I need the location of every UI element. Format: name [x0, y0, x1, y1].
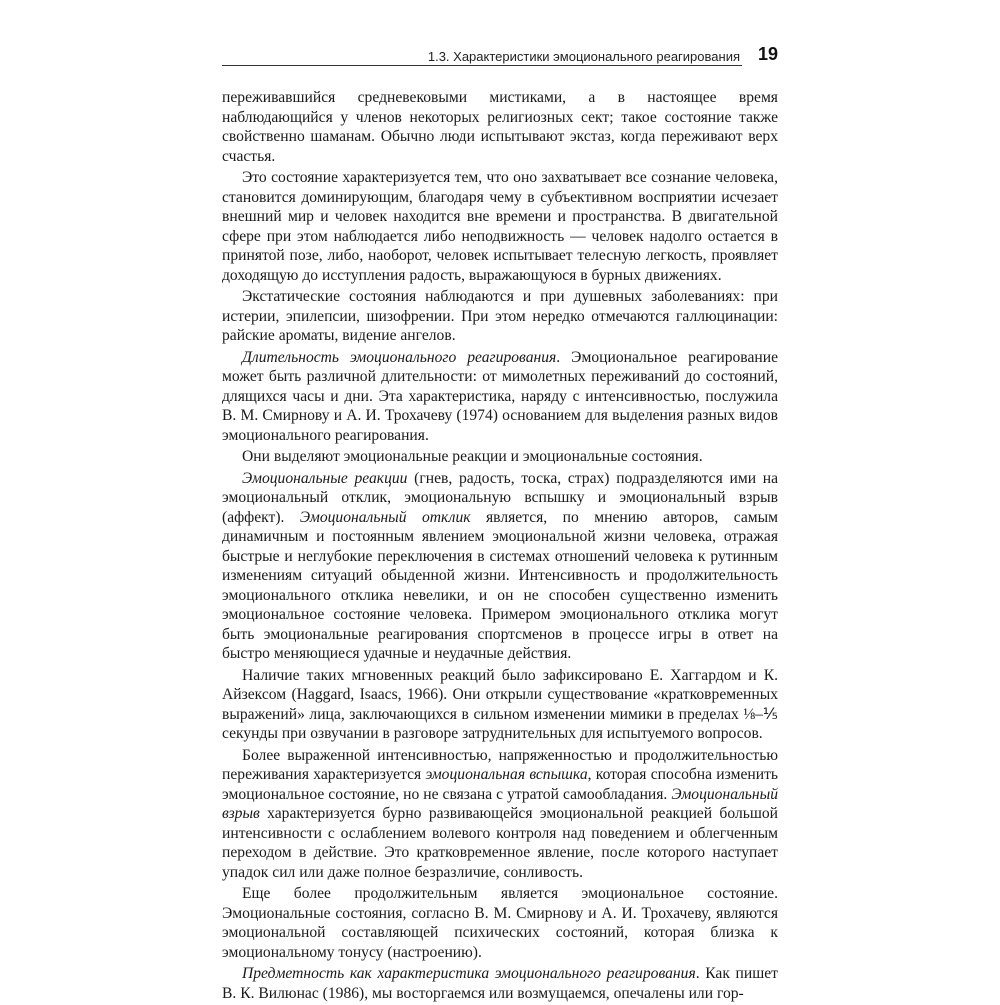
italic-term: Эмоциональный отклик [299, 508, 471, 526]
page-body [222, 88, 778, 1005]
paragraph: Более выраженной интенсивностью, напряженностью и продолжительностью переживания характеризуется эмоциональная вспышка, которая способна изменить эмоциональное состояние, но не связана с утратой самообладания. Эмоциональный взрыв характеризуется бурно развивающейся эмоциональной реакцией большой интенсивности с ослаблением волевого контроля над поведением и облегченным переходом в действие. Это кратковременное явление, после которого наступает упадок сил или даже полное безразличие, сонливость. [222, 746, 778, 881]
header-rule [222, 65, 742, 66]
italic-term: Предметность как характеристика эмоционального реагирования [242, 965, 696, 982]
page-number: 19 [757, 44, 778, 64]
paragraph: Еще более продолжительным является эмоциональное состояние. Эмоциональные состояния, согласно В. М. Смирнову и А. И. Трохачеву, являются эмоциональной составляющей психических состояний, которая близка к эмоциональному тонусу (настроению). [222, 885, 778, 961]
italic-term: эмоциональная вспышка [425, 766, 588, 783]
italic-term: Длительность эмоционального реагирования [242, 348, 557, 366]
paragraph: Они выделяют эмоциональные реакции и эмоциональные состояния. [242, 448, 703, 465]
italic-term: Эмоциональные реакции [242, 469, 408, 487]
paragraph: Предметность как характеристика эмоционального реагирования. Как пишет В. К. Вилюнас (1986), мы восторгаемся или возмущаемся, опечалены или гор- [222, 965, 778, 1002]
italic-term: Эмоциональный взрыв [222, 785, 778, 822]
paragraph: Экстатические состояния наблюдаются и при душевных заболеваниях: при истерии, эпилепсии, шизофрении. При этом нередко отмечаются галлюцинации: райские ароматы, видение ангелов. [222, 288, 778, 344]
paragraph: Длительность эмоционального реагирования. Эмоциональное реагирование может быть различной длительности: от мимолетных переживаний до состояний, длящихся часы и дни. Эта характеристика, наряду с интенсивностью, послужила В. М. Смирнову и А. И. Трохачеву (1974) основанием для выделения разных видов эмоционального реагирования. [222, 348, 778, 444]
running-title: 1.3. Характеристики эмоционального реагирования [427, 49, 740, 64]
running-header [222, 46, 778, 70]
paragraph: Эмоциональные реакции (гнев, радость, тоска, страх) подразделяются ими на эмоциональный отклик, эмоциональную вспышку и эмоциональный взрыв (аффект). Эмоциональный отклик является, по мнению авторов, самым динамичным и постоянным явлением эмоциональной жизни человека, отражая быстрые и неглубокие переключения в системах отношений человека к рутинным изменениям ситуаций обыденной жизни. Интенсивность и продолжительность эмоционального отклика невелики, и он не способен существенно изменить эмоциональное состояние человека. Примером эмоционального отклика могут быть эмоциональные реагирования спортсменов в процессе игры в ответ на быстро меняющиеся удачные и неудачные действия. [222, 469, 779, 662]
paragraph: Наличие таких мгновенных реакций было зафиксировано Е. Хаггардом и К. Айзексом (Haggard, Isaacs, 1966). Они открыли существование «кратковременных выражений» лица, заключающихся в сильном изменении мимики в пределах ⅛–⅕ секунды при озвучании в разговоре затруднительных для испытуемого вопросов. [222, 666, 778, 742]
paragraph: переживавшийся средневековыми мистиками, а в настоящее время наблюдающийся у членов некоторых религиозных сект; такое состояние также свойственно шаманам. Обычно люди испытывают экстаз, когда переживают верх счастья. [222, 89, 778, 165]
paragraph: Это состояние характеризуется тем, что оно захватывает все сознание человека, становится доминирующим, благодаря чему в субъективном восприятии исчезает внешний мир и человек находится вне времени и пространства. В двигательной сфере при этом наблюдается либо неподвижность — человек надолго остается в принятой позе, либо, наоборот, человек испытывает телесную легкость, проявляет доходящую до исступления радость, выражающуюся в бурных движениях. [222, 169, 778, 284]
